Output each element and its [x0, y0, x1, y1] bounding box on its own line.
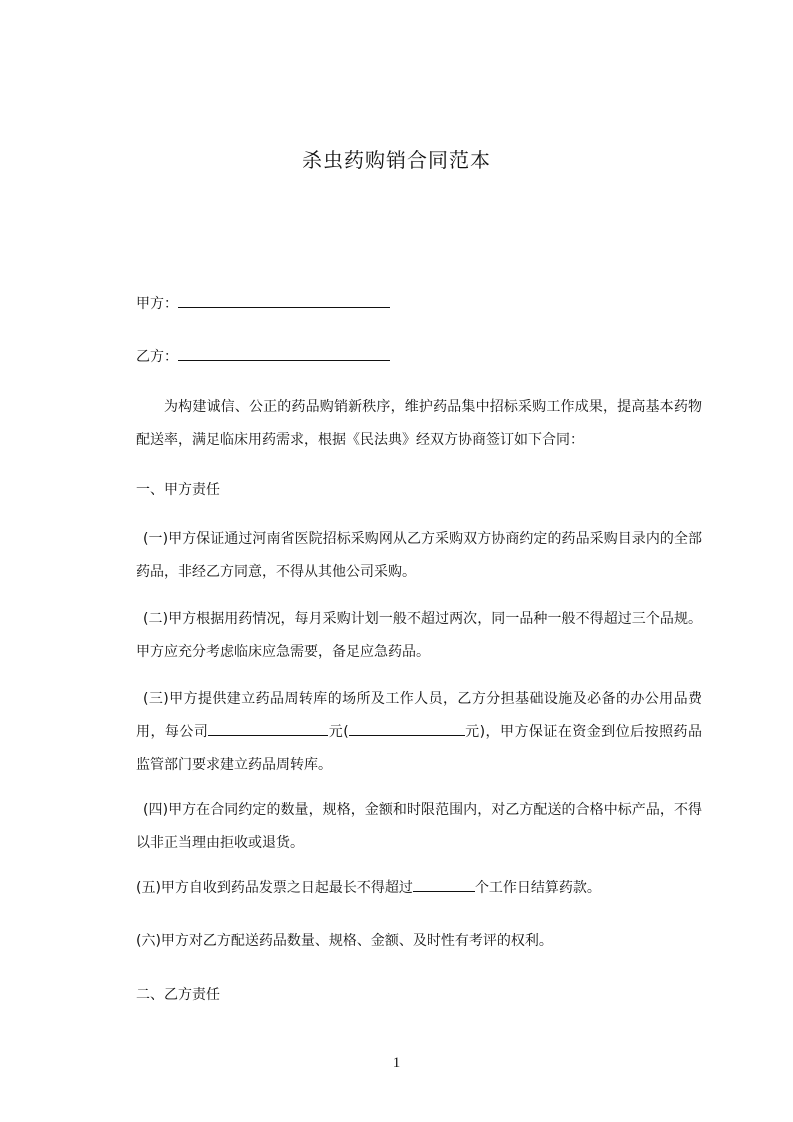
section-2-heading: 二、乙方责任 [136, 987, 220, 1003]
days-blank [413, 876, 475, 892]
clause-3 [136, 683, 702, 782]
party-b-label: 乙方： [136, 349, 178, 365]
clause-6: (六)甲方对乙方配送药品数量、规格、金额、及时性有考评的权利。 [136, 933, 553, 949]
clause-3-text-end: 元)，甲方保证在资金到位后按照药品监管部门要求建立药品周转库。 [136, 724, 702, 773]
clause-4: (四)甲方在合同约定的数量，规格，金额和时限范围内，对乙方配送的合格中标产品，不得以非正当理由拒收或退货。 [136, 802, 702, 851]
amount-blank [208, 720, 328, 736]
clause-3-text-mid: 元( [328, 724, 349, 740]
page-number: 1 [392, 1055, 401, 1071]
party-a-line [136, 292, 390, 314]
clause-5-text-start: (五)甲方自收到药品发票之日起最长不得超过 [136, 880, 413, 896]
party-b-blank [178, 345, 390, 361]
party-b-line [136, 345, 390, 367]
amount-words-blank [349, 720, 465, 736]
clause-5-text-end: 个工作日结算药款。 [474, 880, 601, 896]
clause-2: (二)甲方根据用药情况，每月采购计划一般不超过两次，同一品种一般不得超过三个品规。甲方应充分考虑临床应急需要，备足应急药品。 [136, 611, 702, 660]
clause-5 [136, 872, 702, 905]
party-a-blank [178, 292, 390, 308]
clause-1: (一)甲方保证通过河南省医院招标采购网从乙方采购双方协商约定的药品采购目录内的全部药品，非经乙方同意，不得从其他公司采购。 [136, 531, 702, 580]
clause-3-text-start: (三)甲方提供建立药品周转库的场所及工作人员，乙方分担基础设施及必备的办公用品费用，每公司 [136, 691, 702, 740]
section-1-heading: 一、甲方责任 [136, 482, 220, 498]
party-a-label: 甲方： [136, 296, 178, 312]
intro-paragraph: 为构建诚信、公正的药品购销新秩序，维护药品集中招标采购工作成果，提高基本药物配送率，满足临床用药需求，根据《民法典》经双方协商签订如下合同： [136, 399, 702, 448]
document-title: 杀虫药购销合同范本 [302, 148, 491, 172]
